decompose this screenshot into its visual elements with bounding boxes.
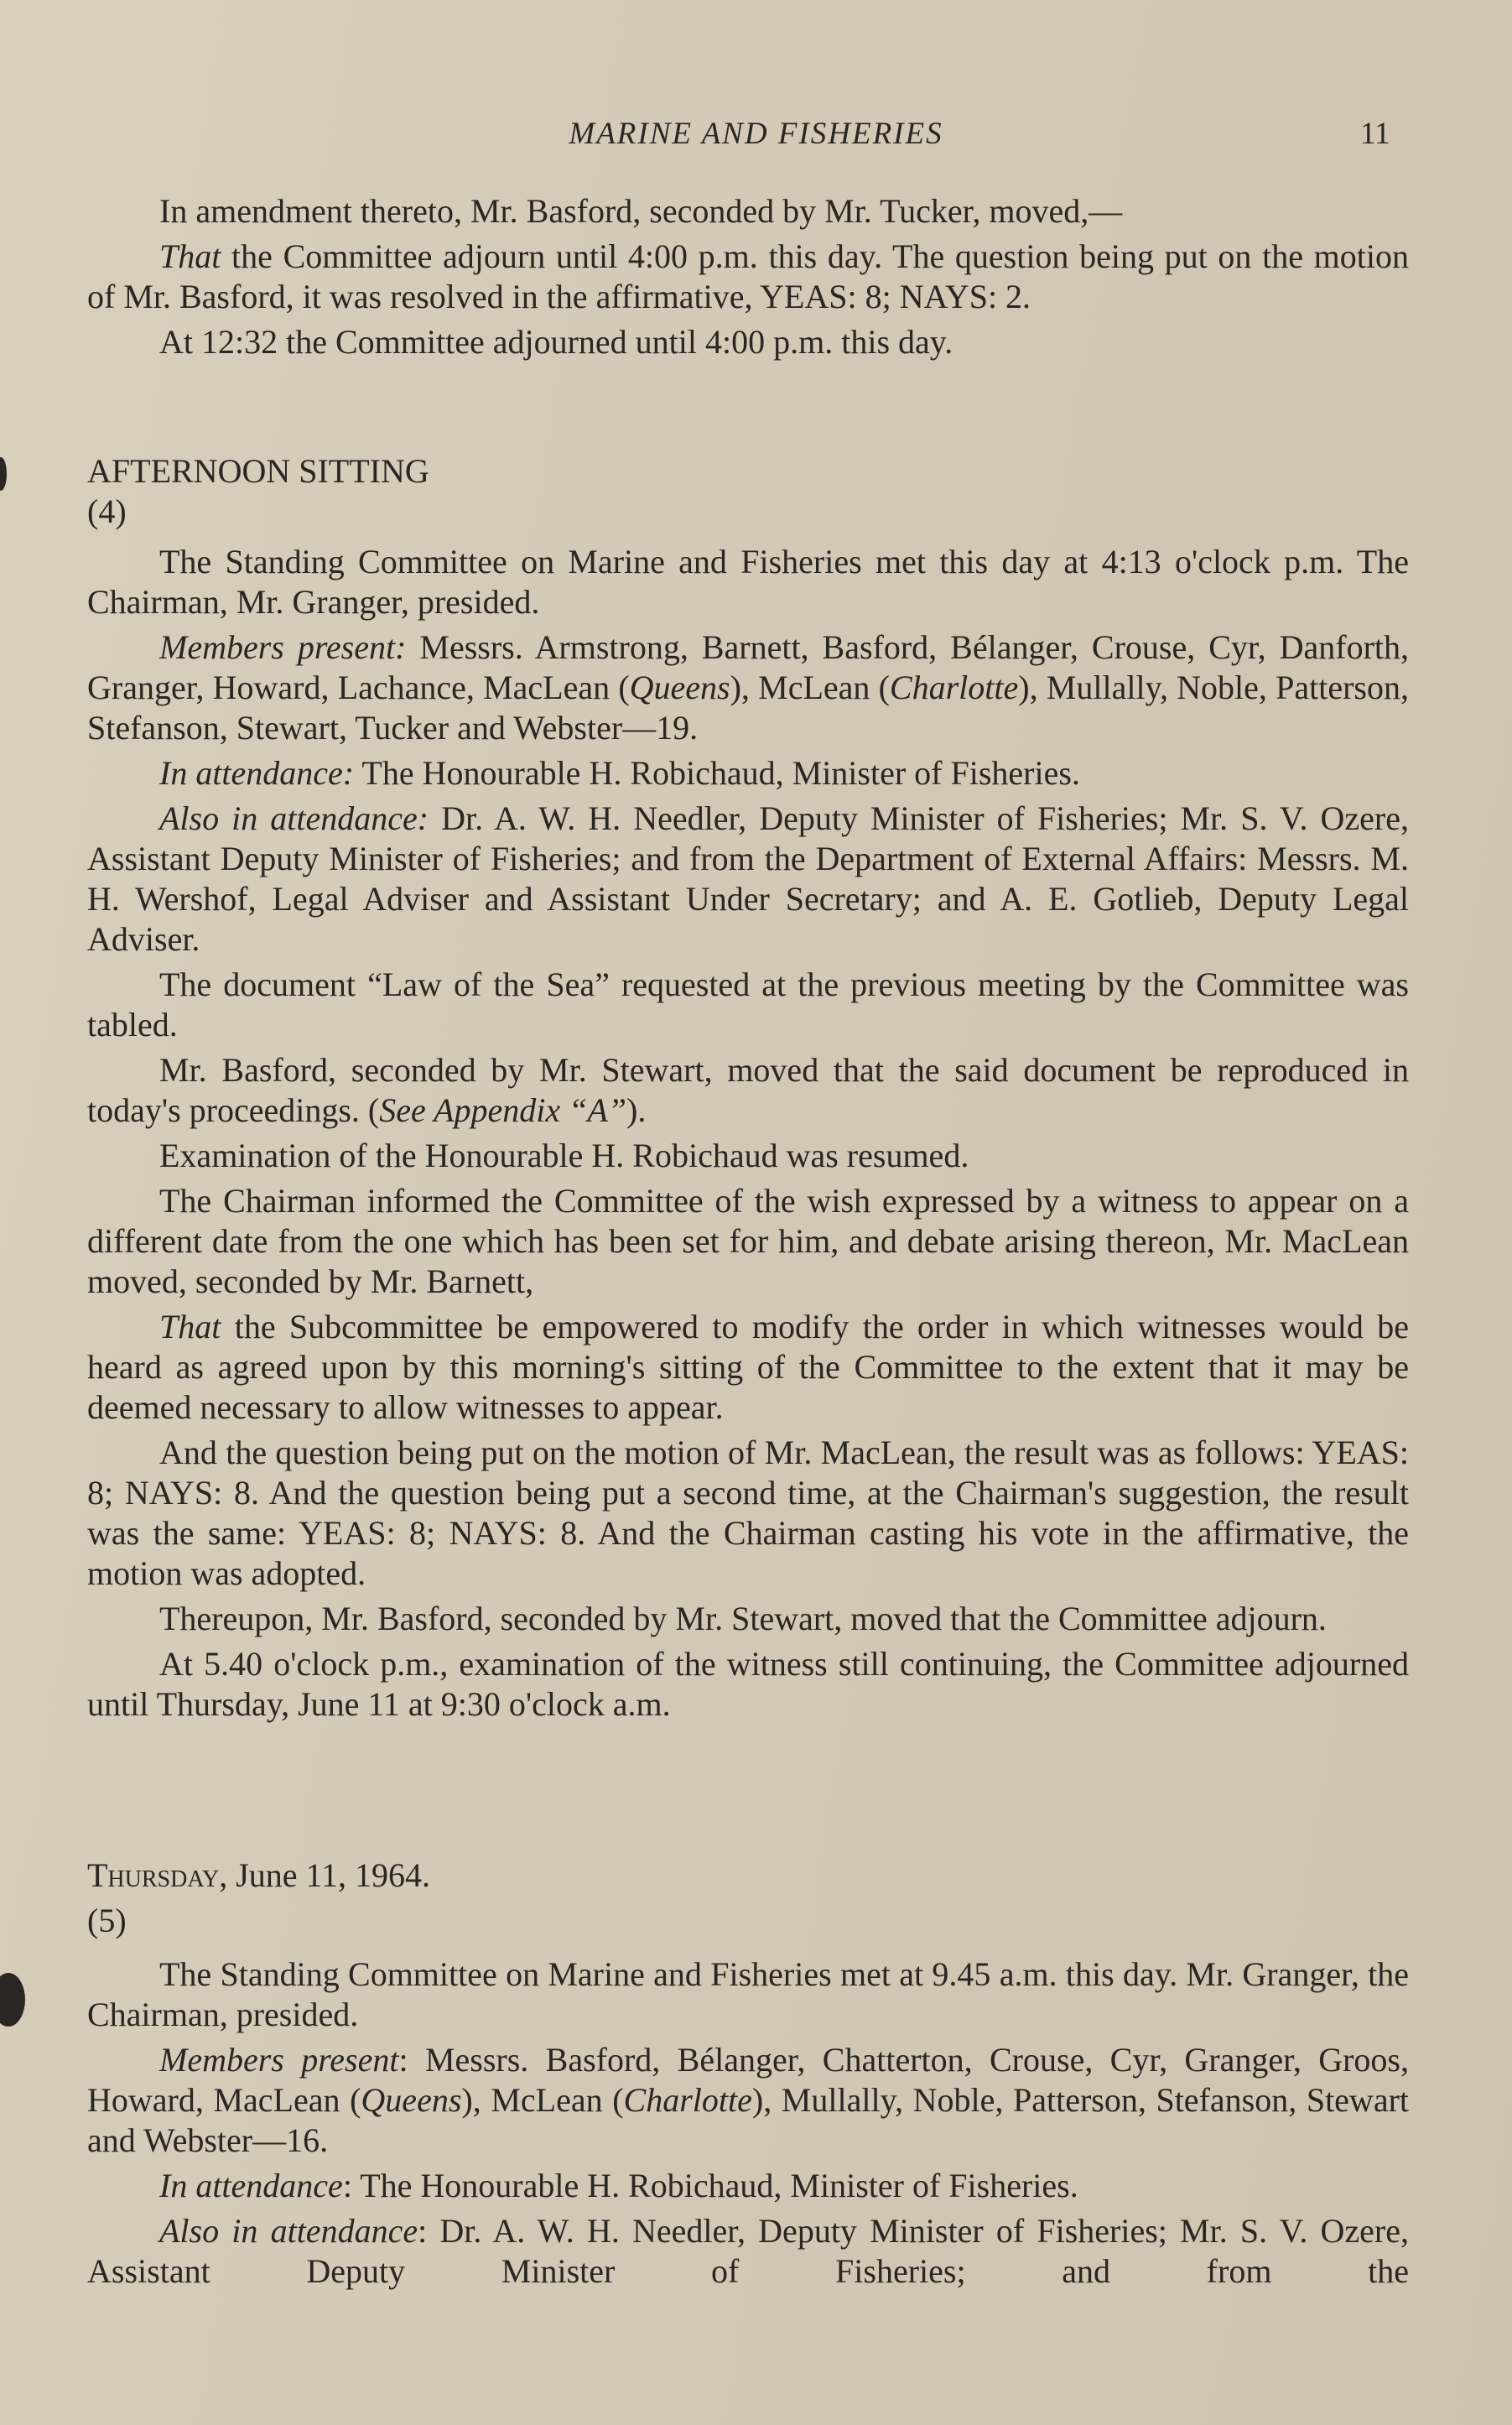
document-tabled-paragraph: The document “Law of the Sea” requested at the previous meeting by the Committee was tabled. [87,965,1409,1043]
thursday-also-label: Also in attendance [159,2212,418,2250]
vote-result-paragraph: And the question being put on the motion of Mr. MacLean, the result was as follows: YEAS: 8; NAYS: 8. And the question being put a second time, at the Chairman's suggestion, the result was the same: YEAS: 8; NAYS: 8. And the Chairman casting his vote in the affirmative, the motion was adopted. [87,1434,1409,1592]
also-attendance-label: Also in attendance: [159,799,429,837]
subcommittee-motion-paragraph [87,1307,1409,1428]
adjourned-paragraph: At 12:32 the Committee adjourned until 4:00 p.m. this day. [159,323,953,361]
binding-mark-top [0,457,7,491]
chairman-informed-paragraph: The Chairman informed the Committee of the wish expressed by a witness to appear on a different date from the one which has been set for him, and debate arising thereon, Mr. MacLean moved, seconded by Mr. Barnett, [87,1182,1409,1300]
thursday-members-e: ), Mullally, Noble, Patterson, Stefanson, Stewart and Webster—16. [87,2081,1410,2159]
thursday-members-paragraph [87,2040,1409,2161]
afternoon-attendance-paragraph [87,753,1409,794]
afternoon-heading-block [87,451,1409,532]
afternoon-section [87,542,1409,1730]
basford-motion-text: Mr. Basford, seconded by Mr. Stewart, moved that the said document be reproduced in today's proceedings. ( [87,1051,1409,1129]
thursday-date-rest: , June 11, 1964. [219,1856,431,1894]
basford-motion-close: ). [626,1091,647,1129]
basford-motion-paragraph [87,1050,1409,1131]
thursday-section [87,1954,1409,2297]
sitting-number-4: (4) [87,492,127,530]
also-attendance-text: Dr. A. W. H. Needler, Deputy Minister of Fisheries; Mr. S. V. Ozere, Assistant Deputy Minister of Fisheries; and from the Department of External Affairs: Messrs. M. H. Wershof, Legal Adviser and Assistant Under Secretary; and A. E. Gotlieb, Deputy Legal Adviser. [87,799,1409,958]
afternoon-sitting-heading: AFTERNOON SITTING [87,452,429,490]
subcommittee-motion-text: the Subcommittee be empowered to modify the order in which witnesses would be heard as agreed upon by this morning's sitting of the Committee to the extent that it may be deemed necessary to allow witnesses to appear. [87,1308,1409,1426]
thursday-attendance-text: : The Honourable H. Robichaud, Minister of Fisheries. [342,2167,1078,2204]
top-section [87,191,1409,367]
thursday-members-c: ), McLean ( [461,2081,624,2119]
members-list-e: ), Mullally, Noble, Patterson, Stefanson, Stewart, Tucker and Webster—19. [87,669,1409,747]
thursday-met-paragraph: The Standing Committee on Marine and Fisheries met at 9.45 a.m. this day. Mr. Granger, the Chairman, presided. [87,1955,1409,2033]
thereupon-paragraph: Thereupon, Mr. Basford, seconded by Mr. Stewart, moved that the Committee adjourn. [159,1600,1327,1637]
that-word: That [159,237,221,275]
thursday-also-text: : Dr. A. W. H. Needler, Deputy Minister of Fisheries; Mr. S. V. Ozere, Assistant Deputy Minister of Fisheries; and from the [87,2212,1409,2290]
afternoon-met-paragraph: The Standing Committee on Marine and Fisheries met this day at 4:13 o'clock p.m. The Chairman, Mr. Granger, presided. [87,543,1409,621]
afternoon-also-attendance-paragraph [87,799,1409,960]
thursday-word: Thursday [87,1856,220,1894]
thursday-date [87,1855,1409,1896]
thursday-members-a: : Messrs. Basford, Bélanger, Chatterton, Crouse, Cyr, Granger, Groos, Howard, MacLean ( [87,2041,1409,2119]
afternoon-adjourned-paragraph: At 5.40 o'clock p.m., examination of the witness still continuing, the Committee adjourned until Thursday, June 11 at 9:30 o'clock a.m. [87,1645,1409,1723]
attendance-text: The Honourable H. Robichaud, Minister of Fisheries. [354,754,1080,792]
appendix-reference: See Appendix “A” [379,1091,626,1129]
members-list-a: Messrs. Armstrong, Barnett, Basford, Bélanger, Crouse, Cyr, Danforth, Granger, Howard, Lachance, MacLean ( [87,628,1409,706]
afternoon-members-paragraph [87,627,1409,748]
members-queens: Queens [629,669,730,706]
that-adjourn-text: the Committee adjourn until 4:00 p.m. this day. The question being put on the motion of Mr. Basford, it was resolved in the affirmative, YEAS: 8; NAYS: 2. [87,237,1409,315]
amendment-paragraph: In amendment thereto, Mr. Basford, seconded by Mr. Tucker, moved,— [159,192,1123,230]
members-list-c: ), McLean ( [730,669,890,706]
members-label: Members present: [159,628,407,666]
thursday-members-charlotte: Charlotte [623,2081,752,2119]
that-word-2: That [159,1308,221,1345]
binding-mark-bottom [0,1973,25,2027]
thursday-attendance-label: In attendance [159,2167,343,2204]
attendance-label: In attendance: [159,754,355,792]
sitting-number-5: (5) [87,1902,127,1939]
thursday-attendance-paragraph [87,2166,1409,2206]
page-number: 11 [1360,117,1390,151]
thursday-members-label: Members present [159,2041,399,2079]
thursday-also-attendance-paragraph [87,2211,1409,2292]
members-charlotte: Charlotte [889,669,1019,706]
thursday-heading-block [87,1855,1409,1941]
running-header-title: MARINE AND FISHERIES [569,117,943,151]
examination-resumed-paragraph: Examination of the Honourable H. Robichaud was resumed. [159,1137,969,1174]
thursday-members-queens: Queens [361,2081,462,2119]
that-adjourn-paragraph [87,237,1409,317]
